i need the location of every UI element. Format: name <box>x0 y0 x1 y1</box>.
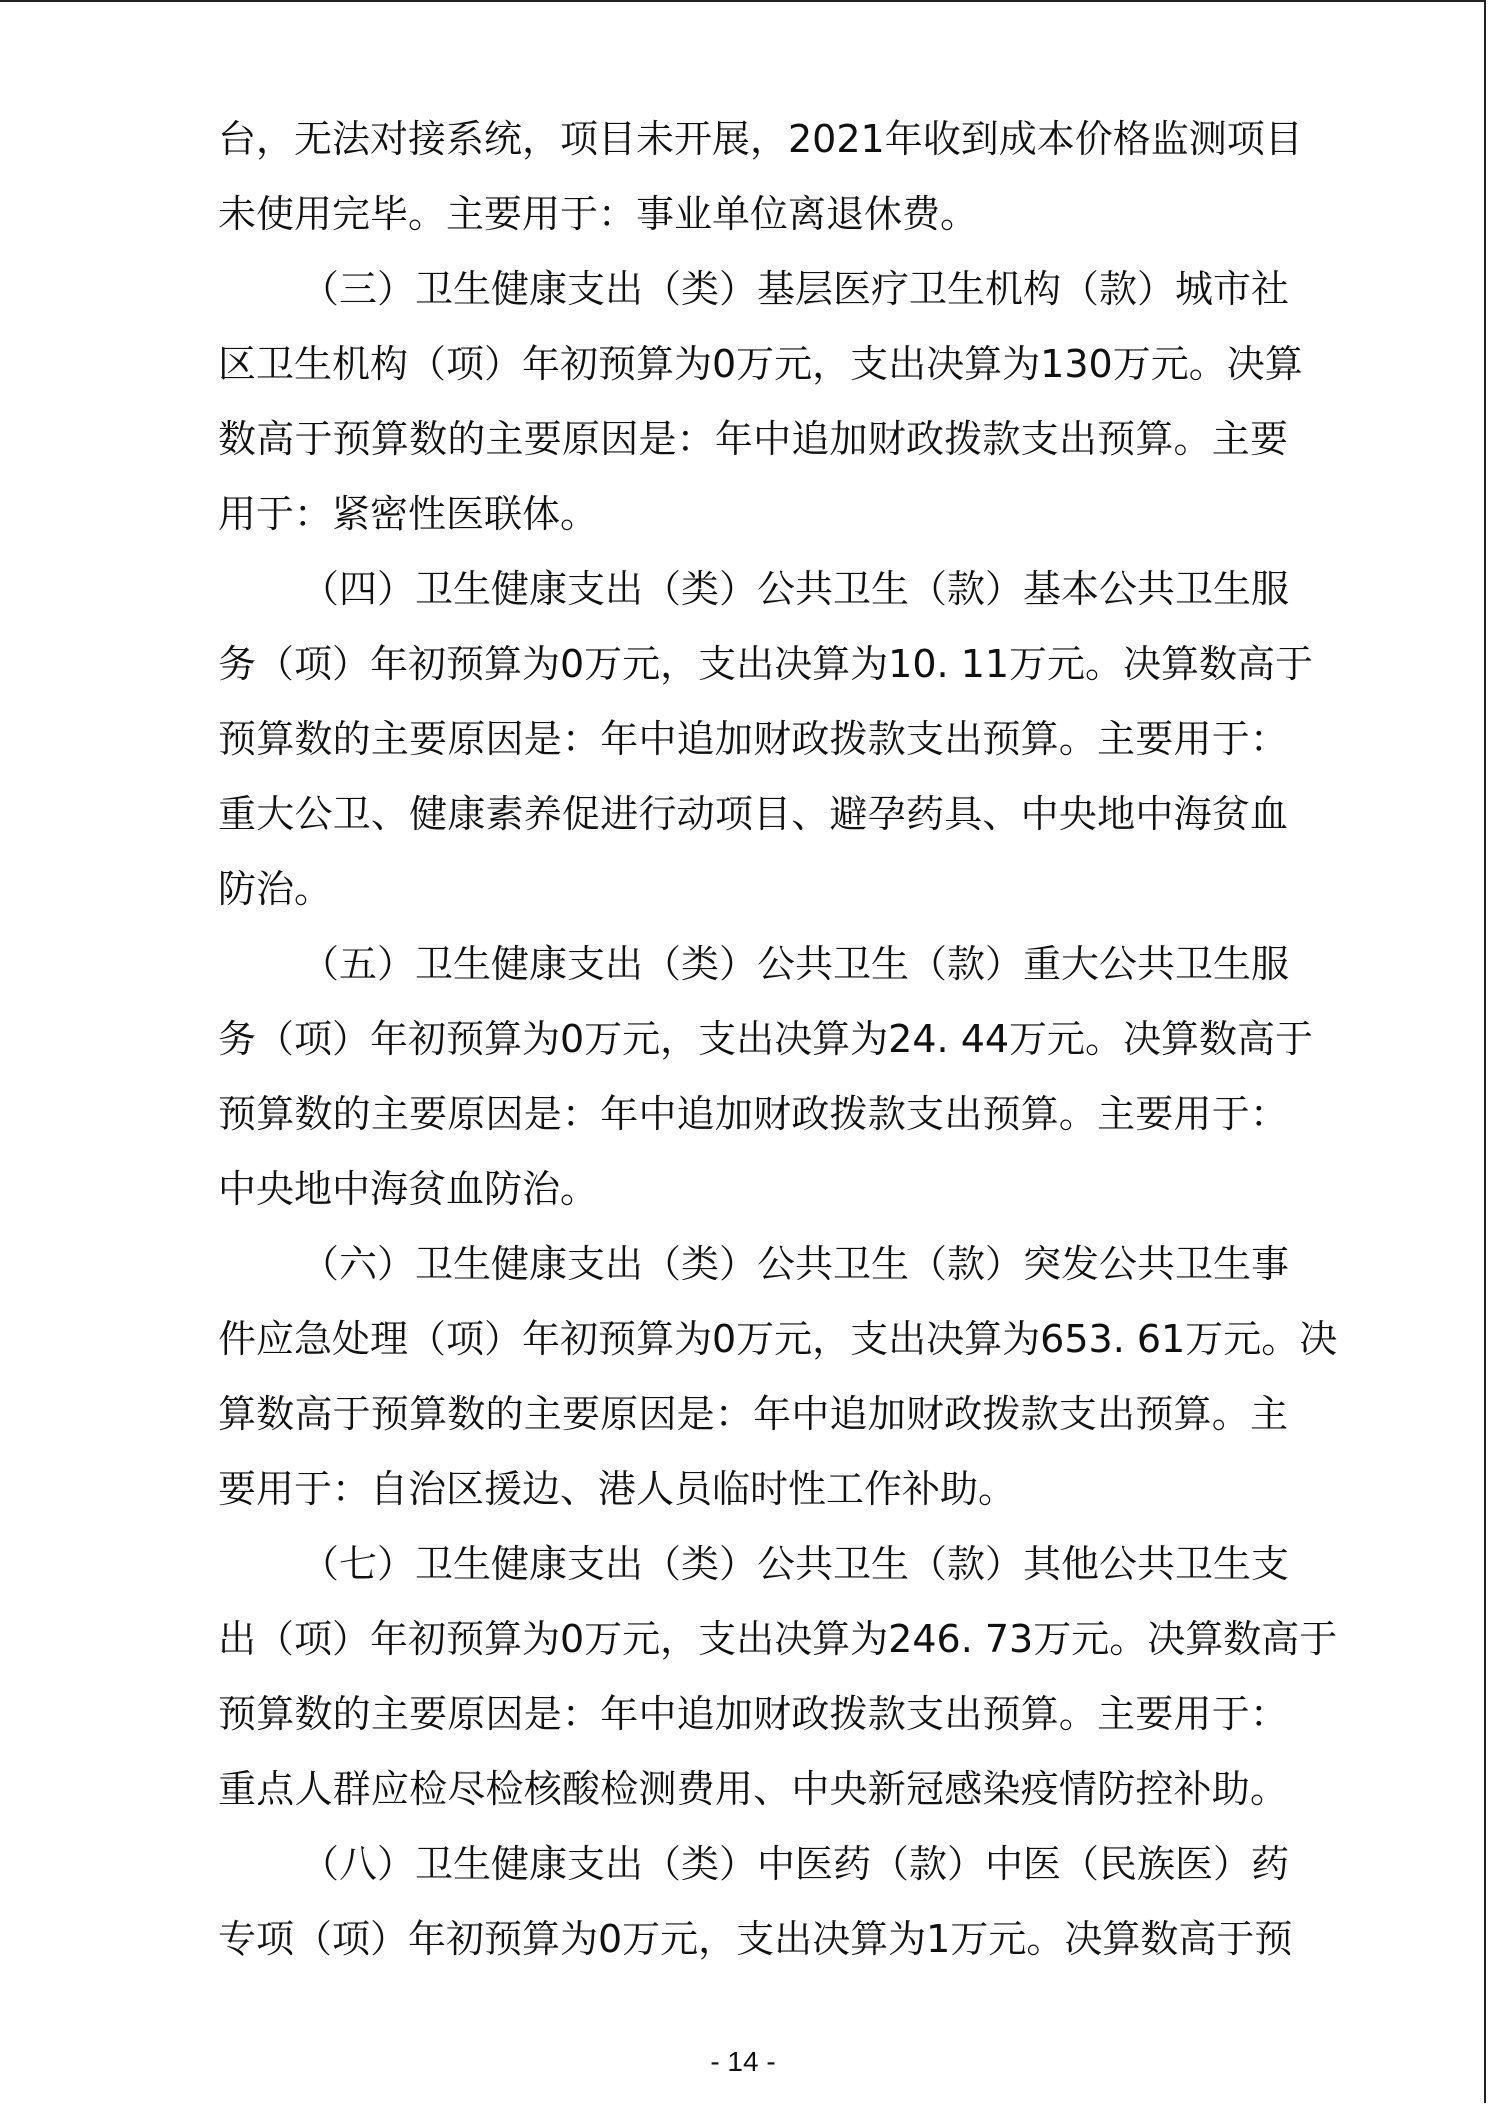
text-line: 算数高于预算数的主要原因是：年中追加财政拨款支出预算。主 <box>218 1392 1288 1436</box>
text-line: 重大公卫、健康素养促进行动项目、避孕药具、中央地中海贫血 <box>218 792 1288 836</box>
text-line: 预算数的主要原因是：年中追加财政拨款支出预算。主要用于： <box>218 1092 1288 1136</box>
text-line: 件应急处理（项）年初预算为0万元，支出决算为653. 61万元。决 <box>218 1317 1338 1361</box>
text-line: 出（项）年初预算为0万元，支出决算为246. 73万元。决算数高于 <box>218 1617 1338 1661</box>
text-line: （四）卫生健康支出（类）公共卫生（款）基本公共卫生服 <box>301 567 1290 611</box>
text-line: 重点人群应检尽检核酸检测费用、中央新冠感染疫情防控补助。 <box>218 1767 1288 1811</box>
text-line: 中央地中海贫血防治。 <box>218 1167 599 1211</box>
text-line: 台，无法对接系统，项目未开展，2021年收到成本价格监测项目 <box>218 117 1303 161</box>
text-line: 区卫生机构（项）年初预算为0万元，支出决算为130万元。决算 <box>218 342 1303 386</box>
document-body <box>218 102 1338 1977</box>
text-line: 务（项）年初预算为0万元，支出决算为24. 44万元。决算数高于 <box>218 1017 1314 1061</box>
text-line: （八）卫生健康支出（类）中医药（款）中医（民族医）药 <box>301 1842 1290 1886</box>
text-line: （五）卫生健康支出（类）公共卫生（款）重大公共卫生服 <box>301 942 1290 986</box>
text-line: 用于：紧密性医联体。 <box>218 492 599 536</box>
text-line: 专项（项）年初预算为0万元，支出决算为1万元。决算数高于预 <box>218 1917 1293 1961</box>
text-line: 防治。 <box>218 867 333 911</box>
text-line: 未使用完毕。主要用于：事业单位离退休费。 <box>218 192 979 236</box>
text-line: （三）卫生健康支出（类）基层医疗卫生机构（款）城市社 <box>301 267 1290 311</box>
page-number: - 14 - <box>710 2046 776 2077</box>
text-line: 要用于：自治区援边、港人员临时性工作补助。 <box>218 1467 1017 1511</box>
text-line: （七）卫生健康支出（类）公共卫生（款）其他公共卫生支 <box>301 1542 1290 1586</box>
text-line: 预算数的主要原因是：年中追加财政拨款支出预算。主要用于： <box>218 1692 1288 1736</box>
text-line: （六）卫生健康支出（类）公共卫生（款）突发公共卫生事 <box>301 1242 1290 1286</box>
text-line: 数高于预算数的主要原因是：年中追加财政拨款支出预算。主要 <box>218 417 1288 461</box>
text-line: 务（项）年初预算为0万元，支出决算为10. 11万元。决算数高于 <box>218 642 1314 686</box>
text-line: 预算数的主要原因是：年中追加财政拨款支出预算。主要用于： <box>218 717 1288 761</box>
